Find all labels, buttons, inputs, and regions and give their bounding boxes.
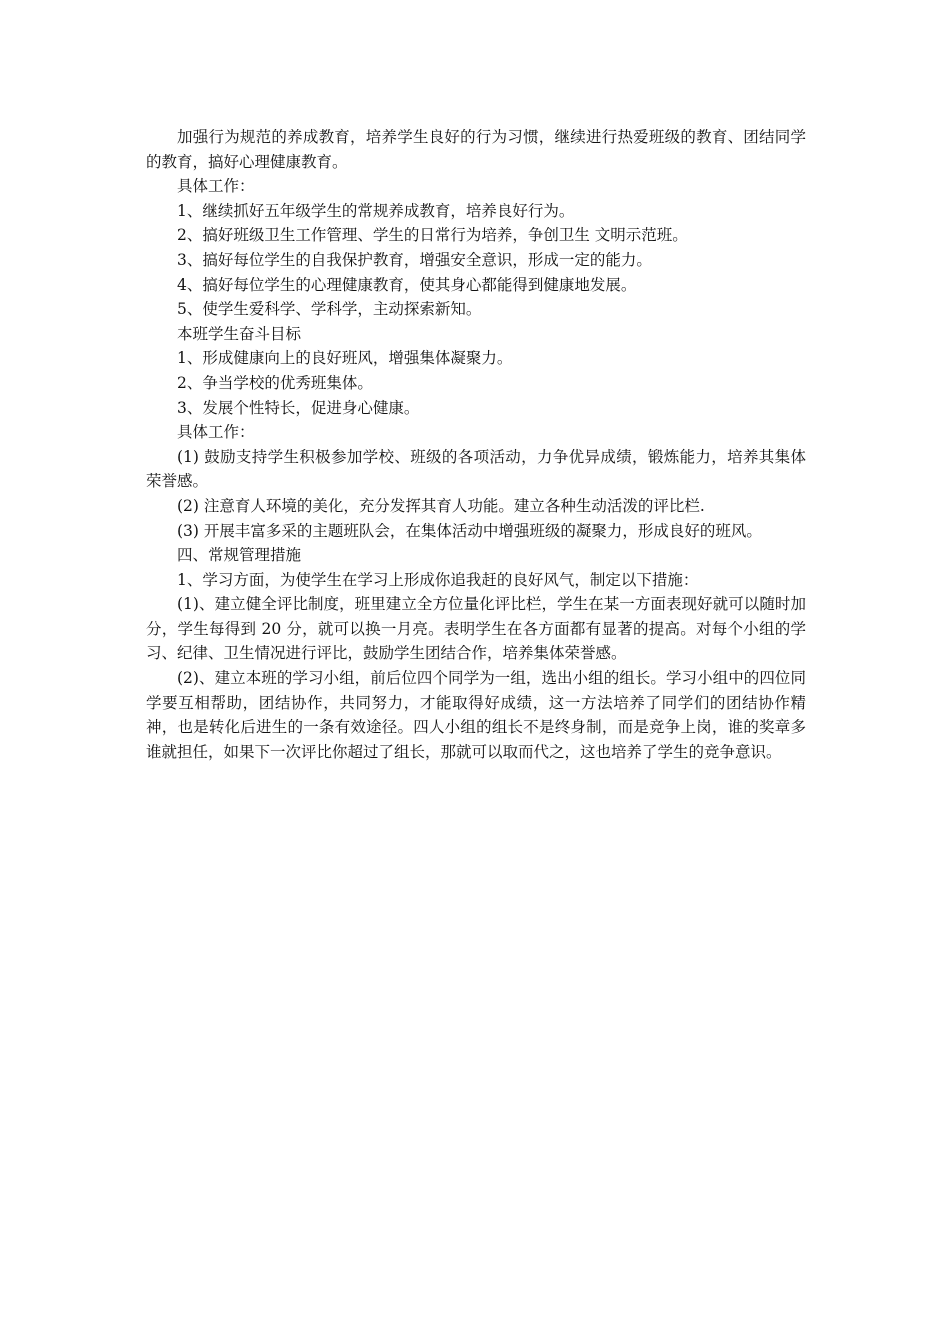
- list-item: 5、使学生爱科学、学科学，主动探索新知。: [177, 300, 482, 319]
- document-body: [146, 125, 806, 764]
- paragraph: 具体工作：: [177, 423, 255, 442]
- list-item: (2) 注意育人环境的美化，充分发挥其育人功能。建立各种生动活泼的评比栏.: [177, 496, 705, 515]
- list-item: 1、学习方面，为使学生在学习上形成你追我赶的良好风气，制定以下措施：: [177, 570, 699, 589]
- paragraph: 加强行为规范的养成教育，培养学生良好的行为习惯，继续进行热爱班级的教育、团结同学的教育，搞好心理健康教育。: [146, 128, 806, 171]
- paragraph: 具体工作：: [177, 177, 255, 196]
- list-item: 3、发展个性特长，促进身心健康。: [177, 398, 420, 417]
- list-item: 3、搞好每位学生的自我保护教育，增强安全意识，形成一定的能力。: [177, 250, 652, 269]
- list-item: (2)、建立本班的学习小组，前后位四个同学为一组，选出小组的组长。学习小组中的四位同学要互相帮助，团结协作，共同努力，才能取得好成绩，这一方法培养了同学们的团结协作精神，也是转化后进生的一条有效途径。四人小组的组长不是终身制，而是竞争上岗，谁的奖章多谁就担任，如果下一次评比你超过了组长，那就可以取而代之，这也培养了学生的竞争意识。: [146, 669, 806, 761]
- list-item: 2、争当学校的优秀班集体。: [177, 373, 373, 392]
- list-item: 2、搞好班级卫生工作管理、学生的日常行为培养，争创卫生 文明示范班。: [177, 226, 688, 245]
- list-item: 4、搞好每位学生的心理健康教育，使其身心都能得到健康地发展。: [177, 275, 637, 294]
- section-heading: 本班学生奋斗目标: [177, 324, 302, 343]
- list-item: (3) 开展丰富多采的主题班队会，在集体活动中增强班级的凝聚力，形成良好的班风。: [177, 521, 762, 540]
- list-item: (1)、建立健全评比制度，班里建立全方位量化评比栏，学生在某一方面表现好就可以随时加分，学生每得到 20 分，就可以换一月亮。表明学生在各方面都有显著的提高。对每个小组的学习、纪律、卫生情况进行评比，鼓励学生团结合作，培养集体荣誉感。: [146, 595, 806, 663]
- list-item: 1、继续抓好五年级学生的常规养成教育，培养良好行为。: [177, 201, 575, 220]
- list-item: (1) 鼓励支持学生积极参加学校、班级的各项活动，力争优异成绩，锻炼能力，培养其集体荣誉感。: [146, 447, 806, 491]
- section-heading: 四、常规管理措施: [177, 546, 302, 565]
- list-item: 1、形成健康向上的良好班风，增强集体凝聚力。: [177, 349, 513, 368]
